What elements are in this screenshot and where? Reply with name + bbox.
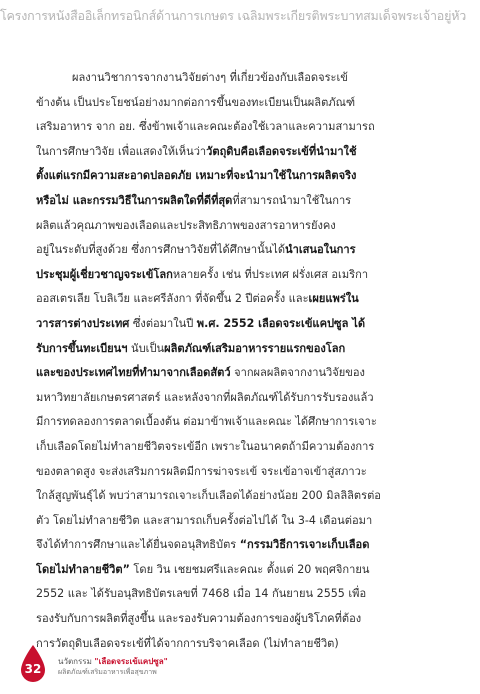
bold-text: โดยไม่ทำลายชีวิต” [36,562,130,576]
text-run: ข้างต้น เป็นประโยชน์อย่างมากต่อการขึ้นของทะเบียนเป็นผลิตภัณฑ์ [36,95,356,109]
text-line [36,607,445,632]
bold-text: รับการขึ้นทะเบียนฯ [36,341,128,355]
text-line [36,337,445,362]
text-run: หลายครั้ง เช่น ที่ประเทศ ฝรั่งเศส อเมริกา [172,267,369,281]
bold-text: วารสารต่างประเทศ [36,316,130,330]
text-line [36,214,445,239]
text-line [36,361,445,386]
page-number: 32 [24,662,42,676]
text-run: ในการศึกษาวิจัย เพื่อแสดงให้เห็นว่า [36,144,207,158]
text-run: ผลงานวิชาการจากงานวิจัยต่างๆ ที่เกี่ยวข้องกับเลือดจระเข้ [72,71,348,84]
text-run: จึงได้ทำการศึกษาและได้ยื่นจดอนุสิทธิบัตร [36,538,240,552]
text-line [36,435,445,460]
bold-text: นำเสนอในการ [285,243,356,257]
text-run: ที่สามารถนำมาใช้ในการ [232,193,352,207]
text-run: ผลิตแล้วคุณภาพของเลือดและประสิทธิภาพของสารอาหารยังคง [36,218,336,232]
footer-subtitle: ผลิตภัณฑ์เสริมอาหารเพื่อสุขภาพ [58,668,157,676]
text-line [36,533,445,558]
bold-text: วัตถุดิบคือเลือดจระเข้ที่นำมาใช้ [206,144,357,158]
text-line [36,509,445,534]
text-line [36,115,445,140]
bold-text: เผยแพร่ใน [308,292,359,306]
text-run: ใกล้สูญพันธุ์ได้ พบว่าสามารถเจาะเก็บเลือดได้อย่างน้อย 200 มิลลิลิตรต่อ [36,489,381,503]
bold-text: และของประเทศไทยที่ทำมาจากเลือดสัตว์ [36,366,231,380]
text-run: การวัตถุดิบเลือดจระเข้ที่ได้จากการบริจาคเลือด (ไม่ทำลายชีวิต) [36,636,339,650]
bold-text: ตั้งแต่แรกมีความสะอาดปลอดภัย เหมาะที่จะนำมาใช้ในการผลิตจริง [36,169,357,183]
text-run: โดย วิน เชยชมศรีและคณะ ตั้งแต่ 20 พฤศจิกายน [129,562,370,576]
text-line [36,410,445,435]
bold-text: “กรรมวิธีการเจาะเก็บเลือด [239,538,370,552]
text-line [36,66,445,91]
text-line [36,460,445,485]
text-line [36,484,445,509]
bold-text: พ.ศ. 2552 เลือดจระเข้แคปซูล ได้ [196,316,366,330]
text-run: 2552 และ ได้รับอนุสิทธิบัตรเลขที่ 7468 เมื่อ 14 กันยายน 2555 เพื่อ [36,587,367,601]
bold-text: หรือไม่ และกรรมวิธีในการผลิตใดที่ดีที่สุด [36,193,233,207]
text-line [36,140,445,165]
text-line [36,263,445,288]
text-run: นับเป็น [127,341,165,355]
text-run: ซึ่งต่อมาในปี [129,316,197,330]
text-run: รองรับกับการผลิตที่สูงขึ้น และรองรับความต้องการของผู้บริโภคที่ต้อง [36,612,362,626]
text-line [36,238,445,263]
text-run: เก็บเลือดโดยไม่ทำลายชีวิตจระเข้อีก เพราะในอนาคตถ้ามีความต้องการ [36,439,375,453]
text-run: ออสเตรเลีย โบลิเวีย และศรีลังกา ที่จัดขึ้น 2 ปีต่อครั้ง และ [36,292,309,306]
text-line [36,386,445,411]
bold-text: ผลิตภัณฑ์เสริมอาหารรายแรกของโลก [164,341,346,355]
bold-text: ประชุมผู้เชี่ยวชาญจระเข้โลก [36,267,173,281]
text-run: ของตลาดสูง จะส่งเสริมการผลิตมีการฆ่าจระเข้ จระเข้อาจเข้าสู่สภาวะ [36,464,367,478]
text-line [36,287,445,312]
text-run: ตัว โดยไม่ทำลายชีวิต และสามารถเก็บครั้งต่อไปได้ ใน 3-4 เดือนต่อมา [36,513,373,527]
footer-series-brand: "เลือดจระเข้แคปซูล" [94,657,168,666]
footer-series-prefix: นวัตกรรม [58,657,95,666]
text-line [36,582,445,607]
text-line [36,189,445,214]
text-run: จากผลผลิตจากงานวิจัยของ [230,366,365,380]
text-run: อยู่ในระดับที่สูงด้วย ซึ่งการศึกษาวิจัยที่ได้ศึกษานั้นได้ [36,243,286,257]
text-line [36,632,445,657]
text-line [36,91,445,116]
text-line [36,558,445,583]
text-line [36,164,445,189]
text-line [36,312,445,337]
running-header: โครงการหนังสืออิเล็กทรอนิกส์ด้านการเกษตร เฉลิมพระเกียรติพระบาทสมเด็จพระเจ้าอยู่หัว [0,8,467,23]
text-run: มหาวิทยาลัยเกษตรศาสตร์ และหลังจากที่ผลิตภัณฑ์ได้รับการรับรองแล้ว [36,390,374,404]
body-paragraph [36,66,445,656]
text-run: มีการทดลองการตลาดเบื้องต้น ต่อมาข้าพเจ้าและคณะ ได้ศึกษาการเจาะ [36,415,377,429]
text-run: เสริมอาหาร จาก อย. ซึ่งข้าพเจ้าและคณะต้องใช้เวลาและความสามารถ [36,120,375,134]
